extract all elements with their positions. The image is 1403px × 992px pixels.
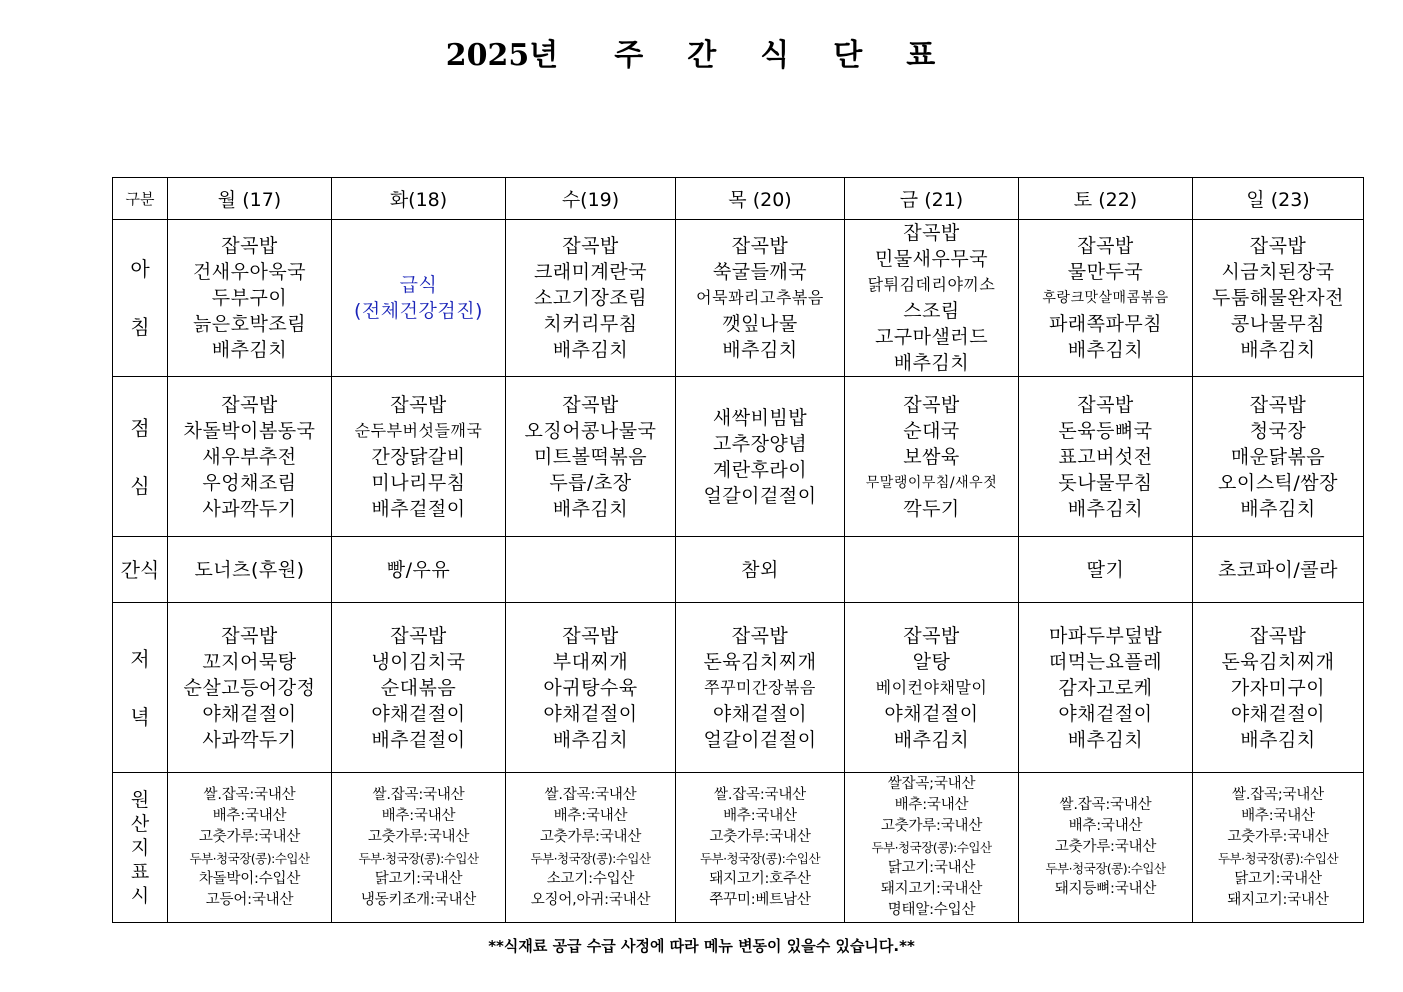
weekly-menu-table — [112, 177, 1364, 923]
menu-item: 오이스틱/쌈장 — [1217, 471, 1339, 494]
lunch-thu — [676, 377, 845, 537]
menu-item: 치커리무침 — [543, 313, 638, 335]
menu-item: 베이컨야채말이 — [875, 677, 988, 697]
menu-item: 잡곡밥 — [1249, 393, 1307, 416]
label-char: 표 — [130, 860, 150, 883]
menu-item: 늙은호박조림 — [192, 313, 307, 335]
origin-item: 소고기:수입산 — [546, 870, 635, 887]
lunch-fri — [845, 377, 1019, 537]
origin-item: 두부·청국장(콩):수입산 — [1045, 861, 1166, 876]
menu-item: 배추김치 — [1240, 339, 1316, 361]
menu-item: 두툼해물완자전 — [1212, 287, 1344, 309]
origin-item: 쌀.잡곡;국내산 — [1232, 786, 1324, 803]
menu-item: 쑥굴들깨국 — [712, 261, 808, 283]
menu-item: 돈육등뼈국 — [1058, 419, 1153, 442]
menu-item: 파래쪽파무침 — [1048, 313, 1163, 335]
snack-wed — [506, 537, 676, 603]
dinner-sun — [1193, 603, 1364, 773]
lunch-mon — [168, 377, 332, 537]
menu-item: 소고기장조림 — [533, 287, 648, 309]
menu-item: 배추김치 — [552, 728, 629, 751]
menu-item: 배추김치 — [893, 728, 970, 751]
label-char: 산 — [130, 812, 150, 835]
origin-item: 고춧가루:국내산 — [880, 818, 983, 834]
dinner-label — [113, 603, 168, 773]
menu-item: 알탕 — [912, 650, 951, 673]
menu-item: 잡곡밥 — [562, 393, 619, 416]
menu-item: 크래미계란국 — [533, 261, 648, 283]
menu-item: 무말랭이무침/새우젓 — [865, 474, 998, 491]
label-char: 녁 — [130, 704, 150, 729]
dinner-mon — [168, 603, 332, 773]
origin-item: 차돌박이:수입산 — [198, 870, 301, 887]
origin-item: 배추:국내산 — [1241, 807, 1315, 824]
label-char: 점 — [130, 415, 150, 440]
origin-row — [113, 773, 1364, 923]
origin-item: 두부·청국장(콩):수입산 — [1217, 850, 1339, 866]
menu-item: 잡곡밥 — [390, 393, 447, 416]
lunch-label — [113, 377, 168, 537]
origin-item: 쭈꾸미:베트남산 — [709, 891, 811, 908]
dinner-row — [113, 603, 1364, 773]
breakfast-sun — [1193, 220, 1364, 377]
menu-item: 배추김치 — [552, 339, 629, 361]
origin-item: 명태알:수입산 — [887, 902, 976, 918]
header-row — [113, 178, 1364, 220]
snack-sun — [1193, 537, 1364, 603]
day-header-sun: 일 (23) — [1193, 178, 1364, 220]
menu-item: 야채겉절이 — [1230, 702, 1326, 725]
dinner-thu — [676, 603, 845, 773]
day-header-tue: 화(18) — [332, 178, 506, 220]
origin-item: 돼지등뼈:국내산 — [1054, 881, 1157, 897]
label-char: 아 — [130, 257, 150, 281]
origin-item: 고춧가루:국내산 — [367, 828, 470, 845]
breakfast-label — [113, 220, 168, 377]
menu-item: 도너츠(후원) — [194, 558, 305, 581]
special-notice: 급식 — [399, 274, 438, 296]
snack-sat — [1019, 537, 1193, 603]
menu-item: 야채겉절이 — [543, 702, 638, 725]
day-header-thu: 목 (20) — [676, 178, 845, 220]
menu-item: 돈육김치찌개 — [1221, 650, 1335, 673]
menu-item: 잡곡밥 — [390, 624, 447, 647]
menu-item: 돈육김치찌개 — [703, 650, 817, 673]
menu-item: 얼갈이겉절이 — [703, 728, 817, 751]
menu-item: 배추겉절이 — [371, 497, 466, 520]
menu-item: 부대찌개 — [552, 650, 629, 673]
menu-item: 우엉채조림 — [202, 471, 297, 494]
origin-item: 두부·청국장(콩):수입산 — [530, 850, 651, 866]
origin-item: 배추:국내산 — [894, 797, 969, 813]
menu-item: 얼갈이겉절이 — [703, 484, 817, 507]
menu-item: 순살고등어강정 — [183, 676, 316, 699]
origin-item: 고춧가루:국내산 — [1227, 828, 1329, 845]
day-header-sat: 토 (22) — [1019, 178, 1193, 220]
origin-item: 배추:국내산 — [723, 807, 797, 824]
menu-item: 야채겉절이 — [1058, 702, 1153, 725]
origin-item: 냉동키조개:국내산 — [360, 891, 477, 908]
page-title — [0, 30, 1403, 74]
lunch-tue — [332, 377, 506, 537]
day-header-wed: 수(19) — [506, 178, 676, 220]
origin-sun — [1193, 773, 1364, 923]
menu-item: 배추김치 — [552, 497, 629, 520]
menu-item: 민물새우무국 — [874, 248, 989, 270]
menu-item: 가자미구이 — [1230, 676, 1326, 699]
breakfast-row — [113, 220, 1364, 377]
origin-item: 고춧가루:국내산 — [539, 828, 642, 845]
label-text: 간식 — [120, 557, 160, 582]
menu-item: 두릅/초장 — [549, 471, 632, 494]
origin-item: 고춧가루:국내산 — [709, 828, 811, 845]
origin-item: 두부·청국장(콩):수입산 — [189, 850, 310, 866]
menu-item: 깻잎나물 — [722, 313, 798, 335]
menu-item: 딸기 — [1086, 558, 1125, 581]
menu-item: 새싹비빔밥 — [712, 406, 808, 429]
menu-item: 잡곡밥 — [221, 624, 278, 647]
label-char: 침 — [130, 315, 150, 339]
dinner-tue — [332, 603, 506, 773]
label-char: 심 — [130, 473, 150, 498]
origin-item: 배추:국내산 — [381, 807, 456, 824]
menu-item: 잡곡밥 — [562, 624, 619, 647]
menu-item: 고추장양념 — [712, 432, 808, 455]
origin-item: 돼지고기:호주산 — [709, 870, 811, 887]
menu-item: 배추김치 — [1240, 728, 1316, 751]
menu-item: 배추김치 — [211, 339, 288, 361]
origin-item: 배추:국내산 — [212, 807, 287, 824]
origin-tue — [332, 773, 506, 923]
menu-item: 표고버섯전 — [1058, 445, 1153, 468]
origin-item: 고등어:국내산 — [205, 891, 294, 908]
menu-item: 냉이김치국 — [371, 650, 466, 673]
dinner-wed — [506, 603, 676, 773]
origin-item: 두부·청국장(콩):수입산 — [699, 850, 821, 866]
menu-item: 돗나물무침 — [1058, 471, 1153, 494]
snack-label — [113, 537, 168, 603]
menu-item: 청국장 — [1249, 419, 1307, 442]
origin-item: 돼지고기:국내산 — [1227, 891, 1329, 908]
dinner-sat — [1019, 603, 1193, 773]
menu-item: 두부구이 — [211, 287, 288, 309]
menu-item: 고구마샐러드 — [874, 326, 989, 348]
menu-item: 스조림 — [903, 300, 960, 322]
menu-item: 간장닭갈비 — [371, 445, 466, 468]
breakfast-mon — [168, 220, 332, 377]
menu-item: 매운닭볶음 — [1230, 445, 1326, 468]
menu-item: 닭튀김데리야끼소 — [867, 275, 996, 294]
menu-item: 잡곡밥 — [1249, 624, 1307, 647]
menu-item: 순대볶음 — [380, 676, 457, 699]
origin-item: 고춧가루:국내산 — [1054, 839, 1157, 855]
menu-item: 보쌈육 — [903, 445, 960, 468]
category-header: 구분 — [113, 178, 168, 220]
breakfast-fri — [845, 220, 1019, 377]
title-word: 단 — [833, 38, 863, 73]
menu-item: 감자고로케 — [1058, 676, 1153, 699]
title-word: 표 — [906, 38, 936, 73]
snack-row — [113, 537, 1364, 603]
title-word: 식 — [760, 38, 790, 73]
menu-item: 야채겉절이 — [712, 702, 808, 725]
menu-item: 잡곡밥 — [903, 624, 960, 647]
origin-wed — [506, 773, 676, 923]
label-char: 원 — [130, 788, 150, 811]
menu-item: 잡곡밥 — [1077, 393, 1134, 416]
footnote: **식재료 공급 수급 사정에 따라 메뉴 변동이 있을수 있습니다.** — [488, 937, 915, 955]
menu-item: 배추김치 — [722, 339, 798, 361]
menu-item: 사과깍두기 — [202, 728, 297, 751]
menu-item: 물만두국 — [1067, 261, 1144, 283]
origin-item: 쌀.잡곡:국내산 — [714, 786, 806, 803]
menu-item: 배추김치 — [1067, 339, 1144, 361]
title-word: 간 — [687, 38, 717, 73]
menu-item: 미트볼떡볶음 — [533, 445, 648, 468]
origin-item: 쌀잡곡;국내산 — [887, 776, 976, 792]
menu-item: 새우부추전 — [202, 445, 297, 468]
day-header-fri: 금 (21) — [845, 178, 1019, 220]
menu-item: 떠먹는요플레 — [1048, 650, 1163, 673]
origin-item: 오징어,아귀:국내산 — [530, 891, 651, 908]
label-char: 지 — [130, 836, 150, 859]
origin-item: 닭고기:국내산 — [887, 860, 976, 876]
origin-item: 쌀.잡곡:국내산 — [372, 786, 465, 803]
lunch-sun — [1193, 377, 1364, 537]
menu-item: 잡곡밥 — [221, 235, 278, 257]
origin-thu — [676, 773, 845, 923]
menu-item: 사과깍두기 — [202, 497, 297, 520]
title-year: 2025년 — [445, 38, 559, 73]
origin-item: 두부·청국장(콩):수입산 — [871, 840, 992, 855]
origin-item: 배추:국내산 — [553, 807, 628, 824]
menu-item: 참외 — [741, 558, 779, 581]
origin-item: 고춧가루:국내산 — [198, 828, 301, 845]
menu-item: 배추김치 — [893, 352, 970, 374]
origin-fri — [845, 773, 1019, 923]
breakfast-thu — [676, 220, 845, 377]
dinner-fri — [845, 603, 1019, 773]
origin-item: 쌀.잡곡:국내산 — [203, 786, 296, 803]
breakfast-sat — [1019, 220, 1193, 377]
menu-item: 빵/우유 — [386, 558, 451, 581]
day-header-mon: 월 (17) — [168, 178, 332, 220]
label-char: 시 — [130, 884, 150, 907]
menu-item: 마파두부덮밥 — [1048, 624, 1163, 647]
label-char: 저 — [130, 646, 150, 671]
menu-item: 차돌박이봄동국 — [183, 419, 316, 442]
lunch-row — [113, 377, 1364, 537]
menu-item: 오징어콩나물국 — [524, 419, 657, 442]
menu-item: 아귀탕수육 — [543, 676, 638, 699]
special-notice: (전체건강검진) — [354, 300, 483, 322]
menu-item: 야채겉절이 — [202, 702, 297, 725]
origin-item: 닭고기:국내산 — [374, 870, 463, 887]
menu-item: 배추김치 — [1067, 497, 1144, 520]
menu-item: 배추김치 — [1067, 728, 1144, 751]
menu-item: 잡곡밥 — [221, 393, 278, 416]
snack-thu — [676, 537, 845, 603]
menu-item: 잡곡밥 — [731, 235, 789, 257]
snack-mon — [168, 537, 332, 603]
snack-fri — [845, 537, 1019, 603]
origin-item: 쌀.잡곡:국내산 — [1059, 797, 1152, 813]
origin-label — [113, 773, 168, 923]
menu-item: 잡곡밥 — [903, 222, 960, 244]
menu-item: 잡곡밥 — [731, 624, 789, 647]
menu-item: 콩나물무침 — [1230, 313, 1326, 335]
origin-mon — [168, 773, 332, 923]
menu-item: 배추김치 — [1240, 497, 1316, 520]
breakfast-wed — [506, 220, 676, 377]
menu-item: 계란후라이 — [712, 458, 808, 481]
menu-item: 후랑크맛살매콤볶음 — [1042, 290, 1169, 306]
menu-item: 시금치된장국 — [1221, 261, 1335, 283]
menu-item: 초코파이/콜라 — [1217, 558, 1339, 581]
menu-item: 배추겉절이 — [371, 728, 466, 751]
menu-item: 잡곡밥 — [1077, 235, 1134, 257]
menu-item: 야채겉절이 — [371, 702, 466, 725]
menu-item: 잡곡밥 — [562, 235, 619, 257]
origin-sat — [1019, 773, 1193, 923]
title-word: 주 — [614, 38, 644, 73]
origin-item: 배추:국내산 — [1068, 818, 1143, 834]
snack-tue — [332, 537, 506, 603]
breakfast-tue — [332, 220, 506, 377]
lunch-sat — [1019, 377, 1193, 537]
menu-item: 야채겉절이 — [884, 702, 979, 725]
menu-item: 순두부버섯들깨국 — [354, 420, 483, 440]
menu-item: 건새우아욱국 — [192, 261, 307, 283]
lunch-wed — [506, 377, 676, 537]
menu-item: 어묵꽈리고추볶음 — [696, 288, 824, 307]
menu-item: 쭈꾸미간장볶음 — [704, 677, 816, 697]
origin-item: 두부·청국장(콩):수입산 — [358, 850, 479, 866]
menu-item: 깍두기 — [903, 497, 960, 520]
menu-item: 잡곡밥 — [903, 393, 960, 416]
menu-item: 미나리무침 — [371, 471, 466, 494]
origin-item: 닭고기:국내산 — [1234, 870, 1322, 887]
origin-item: 돼지고기:국내산 — [880, 881, 983, 897]
menu-item: 순대국 — [903, 419, 960, 442]
menu-item: 꼬지어묵탕 — [202, 650, 297, 673]
menu-item: 잡곡밥 — [1249, 235, 1307, 257]
origin-item: 쌀.잡곡:국내산 — [544, 786, 637, 803]
